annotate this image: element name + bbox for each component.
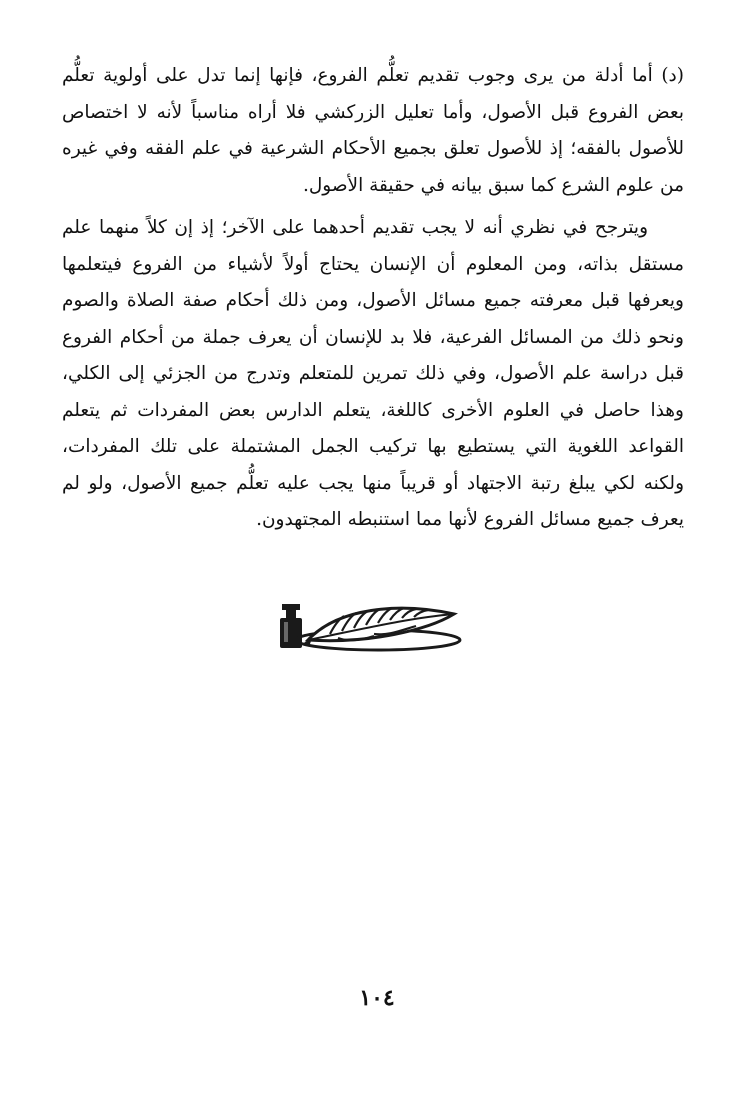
body-text — [62, 58, 684, 539]
page-number: ١٠٤ — [359, 985, 395, 1011]
quill-and-inkwell-icon — [278, 600, 462, 656]
paragraph-conclusion: ويترجح في نظري أنه لا يجب تقديم أحدهما على الآخر؛ إذ إن كلاً منهما علم مستقل بذاته، ومن المعلوم أن الإنسان يحتاج أولاً لأشياء من الفروع فيتعلمها ويعرفها قبل معرفته جميع مسائل الأصول، ومن ذلك أحكام صفة الصلاة والصوم ونحو ذلك من المسائل الفرعية، فلا بد للإنسان أن يعرف جملة من أحكام الفروع قبل دراسة علم الأصول، وفي ذلك تمرين للمتعلم وتدرج من الجزئي إلى الكلي، وهذا حاصل في العلوم الأخرى كاللغة، يتعلم الدارس بعض المفردات ثم يتعلم القواعد اللغوية التي يستطيع بها تركيب الجمل المشتملة على تلك المفردات، ولكنه لكي يبلغ رتبة الاجتهاد أو قريباً منها يجب عليه تعلُّم جميع الأصول، ولو لم يعرف جميع مسائل الفروع لأنها مما استنبطه المجتهدون. — [62, 217, 684, 530]
paragraph-d: (د) أما أدلة من يرى وجوب تقديم تعلُّم الفروع، فإنها إنما تدل على أولوية تعلُّم بعض الفروع قبل الأصول، وأما تعليل الزركشي فلا أراه مناسباً لأنه لا اختصاص للأصول بالفقه؛ إذ للأصول تعلق بجميع الأحكام الشرعية في علم الفقه وفي غيره من علوم الشرع كما سبق بيانه في حقيقة الأصول. — [62, 65, 684, 196]
